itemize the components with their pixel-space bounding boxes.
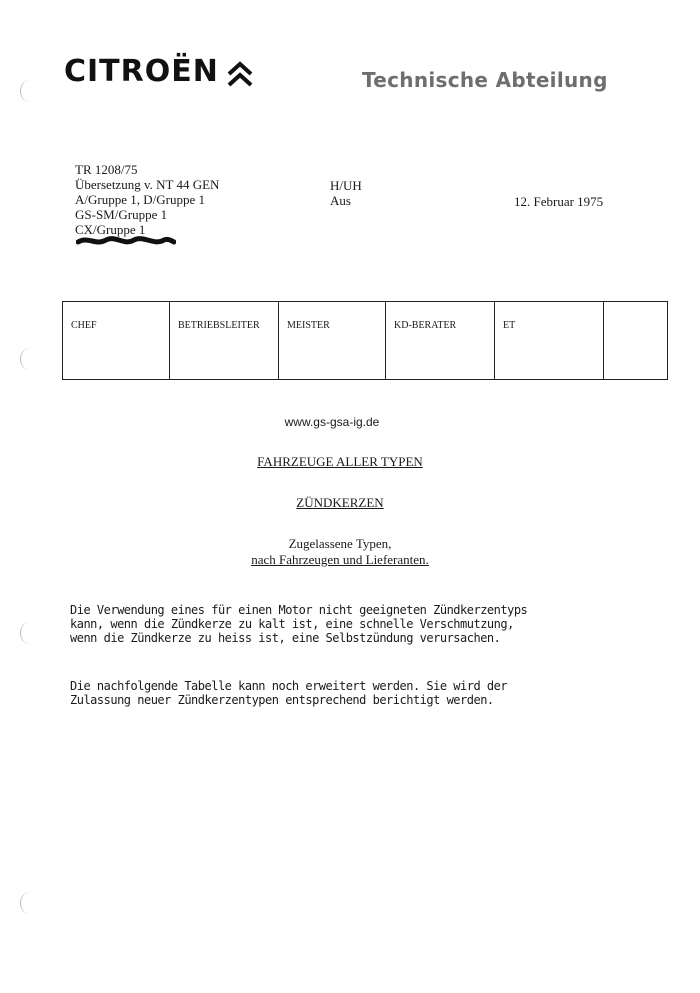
initials-line: H/UH xyxy=(330,178,362,193)
initials-block xyxy=(330,178,362,208)
paragraph-line: Zulassung neuer Zündkerzentypen entsprechend berichtigt werden. xyxy=(70,693,494,707)
routing-table xyxy=(62,301,668,380)
paragraph-line: Die Verwendung eines für einen Motor nicht geeigneten Zündkerzentyps xyxy=(70,603,528,617)
heading-subject xyxy=(0,495,680,511)
punch-hole-mark xyxy=(20,622,39,644)
double-chevron-icon xyxy=(226,60,254,90)
reference-line: TR 1208/75 xyxy=(75,162,138,177)
routing-cell: ET xyxy=(495,302,604,380)
heading-title-text: FAHRZEUGE ALLER TYPEN xyxy=(257,454,423,469)
paragraph-line: kann, wenn die Zündkerze zu kalt ist, eine schnelle Verschmutzung, xyxy=(70,617,514,631)
paragraph-line: Die nachfolgende Tabelle kann noch erweitert werden. Sie wird der xyxy=(70,679,508,693)
website-url: www.gs-gsa-ig.de xyxy=(284,415,380,429)
heading-subject-text: ZÜNDKERZEN xyxy=(296,495,384,510)
department-name: Technische Abteilung xyxy=(362,68,608,92)
routing-cell: CHEF xyxy=(63,302,170,380)
routing-cell: KD-BERATER xyxy=(386,302,495,380)
body-paragraph xyxy=(70,603,630,645)
redacted-scribble xyxy=(76,234,176,248)
subtitle-line: Zugelassene Typen, xyxy=(288,536,392,551)
brand-logo: CITROËN xyxy=(64,54,219,89)
initials-line: Aus xyxy=(330,193,351,208)
body-paragraph xyxy=(70,679,630,707)
document-date: 12. Februar 1975 xyxy=(514,194,604,209)
reference-line: GS-SM/Gruppe 1 xyxy=(75,207,168,222)
routing-cell: BETRIEBSLEITER xyxy=(170,302,279,380)
paragraph-line: wenn die Zündkerze zu heiss ist, eine Selbstzündung verursachen. xyxy=(70,631,501,645)
subtitle-line xyxy=(0,552,680,568)
reference-line: CX/Gruppe 1 xyxy=(75,222,146,237)
subtitle-line-text: nach Fahrzeugen und Lieferanten. xyxy=(251,552,429,567)
reference-block xyxy=(75,162,219,237)
punch-hole-mark xyxy=(20,80,39,102)
heading-title xyxy=(0,454,680,470)
routing-cell xyxy=(604,302,668,380)
punch-hole-mark xyxy=(20,348,39,370)
reference-line: A/Gruppe 1, D/Gruppe 1 xyxy=(75,192,205,207)
routing-cell: MEISTER xyxy=(279,302,386,380)
reference-line: Übersetzung v. NT 44 GEN xyxy=(75,177,220,192)
punch-hole-mark xyxy=(20,892,39,914)
